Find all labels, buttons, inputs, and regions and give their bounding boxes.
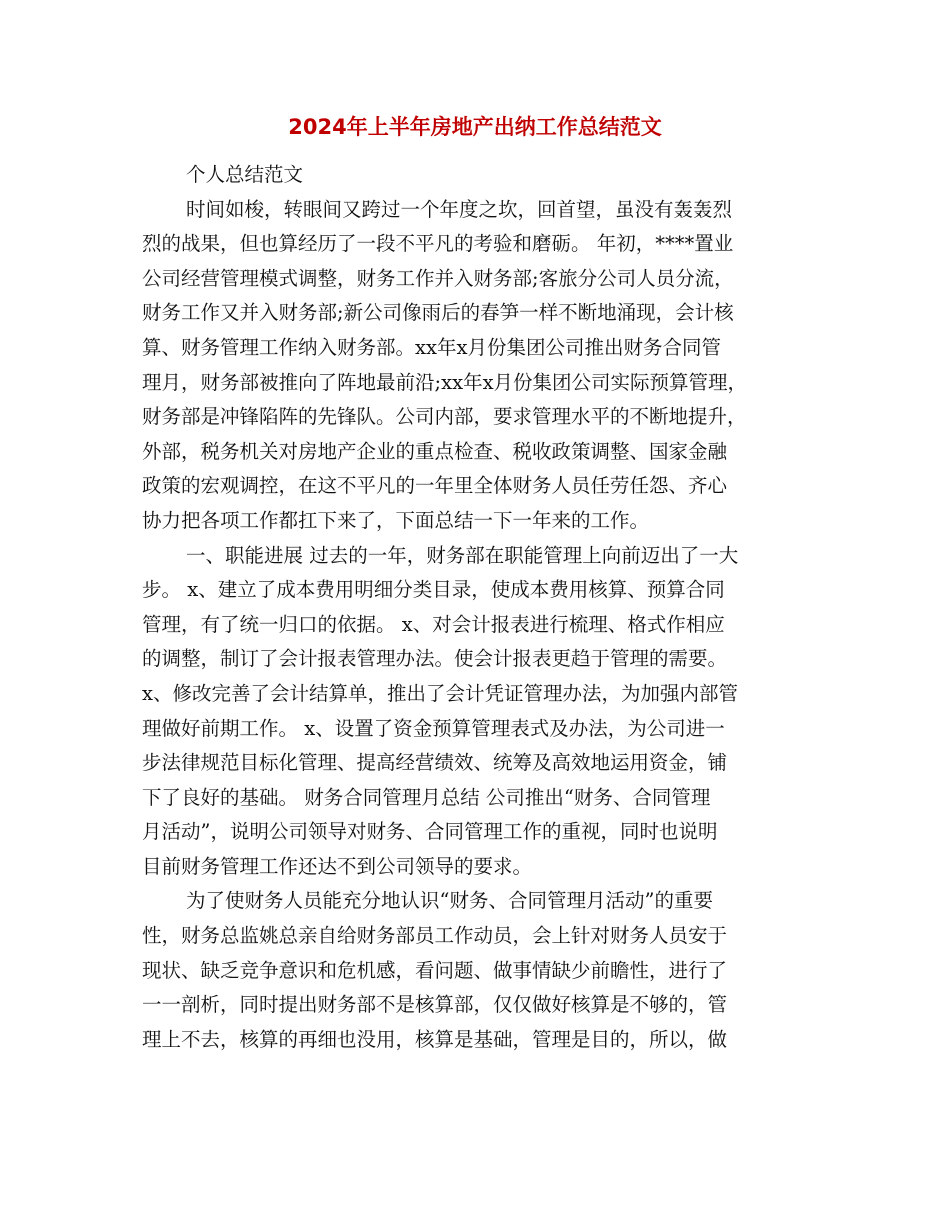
text-line: 目前财务管理工作还达不到公司领导的要求。 bbox=[142, 854, 533, 878]
text-line: 时间如梭，转眼间又跨过一个年度之坎，回首望，虽没有轰轰烈 bbox=[186, 197, 733, 221]
document-body bbox=[142, 158, 812, 1057]
text-line: 下了良好的基础。 财务合同管理月总结 公司推出“财务、合同管理 bbox=[142, 785, 711, 809]
text-line: 外部，税务机关对房地产企业的重点检查、税收政策调整、国家金融 bbox=[142, 439, 728, 463]
text-line: 理月，财务部被推向了阵地最前沿;xx年x月份集团公司实际预算管理， bbox=[142, 370, 748, 394]
text-line: 月活动”，说明公司领导对财务、合同管理工作的重视，同时也说明 bbox=[142, 820, 718, 844]
text-line: 一一剖析，同时提出财务部不是核算部，仅仅做好核算是不够的，管 bbox=[142, 993, 728, 1017]
text-line: 协力把各项工作都扛下来了，下面总结一下一年来的工作。 bbox=[142, 508, 650, 532]
text-line: x、修改完善了会计结算单，推出了会计凭证管理办法，为加强内部管 bbox=[142, 681, 738, 705]
text-line: 为了使财务人员能充分地认识“财务、合同管理月活动”的重要 bbox=[186, 889, 713, 913]
text-line: 烈的战果，但也算经历了一段不平凡的考验和磨砺。 年初，****置业 bbox=[142, 232, 734, 256]
text-line: 财务工作又并入财务部;新公司像雨后的春笋一样不断地涌现，会计核 bbox=[142, 301, 734, 325]
text-line: 的调整，制订了会计报表管理办法。使会计报表更趋于管理的需要。 bbox=[142, 647, 728, 671]
document-title: 2024年上半年房地产出纳工作总结范文 bbox=[288, 115, 662, 139]
text-line: 财务部是冲锋陷阵的先锋队。公司内部，要求管理水平的不断地提升， bbox=[142, 405, 747, 429]
text-line: 性，财务总监姚总亲自给财务部员工作动员，会上针对财务人员安于 bbox=[142, 924, 728, 948]
text-line: 公司经营管理模式调整，财务工作并入财务部;客旅分公司人员分流， bbox=[142, 266, 734, 290]
text-line: 现状、缺乏竞争意识和危机感，看问题、做事情缺少前瞻性，进行了 bbox=[142, 958, 728, 982]
text-line: 一、职能进展 过去的一年，财务部在职能管理上向前迈出了一大 bbox=[186, 543, 739, 567]
text-line: 步。 x、建立了成本费用明细分类目录，使成本费用核算、预算合同 bbox=[142, 578, 725, 602]
text-line: 理做好前期工作。 x、设置了资金预算管理表式及办法，为公司进一 bbox=[142, 716, 725, 740]
text-line: 理上不去，核算的再细也没用，核算是基础，管理是目的，所以，做 bbox=[142, 1027, 728, 1051]
text-line: 政策的宏观调控，在这不平凡的一年里全体财务人员任劳任怨、齐心 bbox=[142, 474, 728, 498]
text-line: 管理，有了统一归口的依据。 x、对会计报表进行梳理、格式作相应 bbox=[142, 612, 725, 636]
text-line: 步法律规范目标化管理、提高经营绩效、统筹及高效地运用资金，铺 bbox=[142, 751, 728, 775]
text-line: 算、财务管理工作纳入财务部。xx年x月份集团公司推出财务合同管 bbox=[142, 335, 721, 359]
text-line: 个人总结范文 bbox=[186, 163, 304, 186]
